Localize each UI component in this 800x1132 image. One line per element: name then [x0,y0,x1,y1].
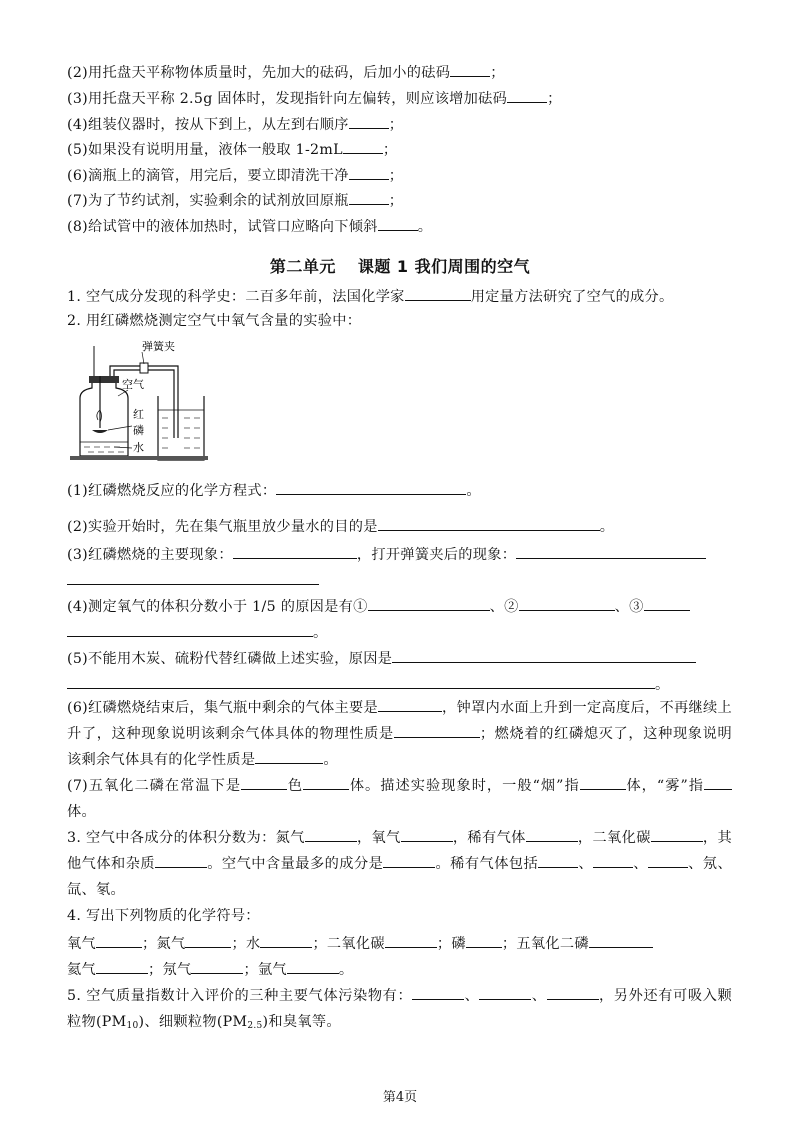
item-2: (2)用托盘天平称物体质量时，先加大的砝码，后加小的砝码 ； [67,61,730,83]
answer-blank[interactable] [241,774,287,790]
question-2-3: (3)红磷燃烧的主要现象： ，打开弹簧夹后的现象： [67,543,730,565]
answer-blank[interactable] [287,958,339,974]
answer-blank[interactable] [378,696,442,712]
answer-blank[interactable] [67,621,313,637]
answer-blank[interactable] [349,113,389,129]
label-red: 红 [133,408,144,421]
answer-blank[interactable] [368,595,490,611]
question-2-6: (6)红磷燃烧结束后，集气瓶中剩余的气体主要是 ，钟罩内水面上升到一定高度后，不再继续上升了，这种现象说明该剩余气体具体的物理性质是 ；燃烧着的红磷熄灭了，这种现象说明该剩余气体具有的化学性质是 。 [67,695,732,773]
question-5: 5. 空气质量指数计入评价的三种主要气体污染物有： 、 、 ，另外还有可吸入颗粒物$(PM_{10})$、细颗粒物$(PM_{2.5})$和臭氧等。 [67,983,732,1039]
answer-blank[interactable] [191,958,243,974]
answer-blank[interactable] [392,647,696,663]
answer-blank[interactable] [519,595,615,611]
answer-blank[interactable] [260,932,312,948]
item-4: (4)组装仪器时，按从下到上，从左到右顺序 ； [67,113,730,135]
question-3: 3. 空气中各成分的体积分数为：氮气 ，氧气 ，稀有气体 ，二氧化碳 ，其他气体和杂质 。空气中含量最多的成分是 。稀有气体包括 、 、 、氖、氙、氡。 [67,825,732,903]
question-2-5-continued: 。 [67,673,730,695]
answer-blank[interactable] [589,932,653,948]
answer-blank[interactable] [155,852,207,868]
section-title: 第二单元 课题 1 我们周围的空气 [269,257,531,276]
label-clamp: 弹簧夹 [142,340,175,353]
answer-blank[interactable] [349,189,389,205]
answer-blank[interactable] [516,543,706,559]
question-2-4: (4)测定氧气的体积分数小于 1/5 的原因是有① 、② 、③ [67,595,730,617]
answer-blank[interactable] [651,826,703,842]
answer-blank[interactable] [412,984,464,1000]
answer-blank[interactable] [67,569,319,585]
red-phosphorus-apparatus-diagram [70,338,210,468]
answer-blank[interactable] [255,748,323,764]
question-2-1: (1)红磷燃烧反应的化学方程式： 。 [67,479,730,501]
label-air: 空气 [122,378,144,391]
answer-blank[interactable] [378,215,418,231]
answer-blank[interactable] [185,932,231,948]
answer-blank[interactable] [349,164,389,180]
question-4: 4. 写出下列物质的化学符号： [67,908,260,924]
answer-blank[interactable] [96,958,148,974]
answer-blank[interactable] [538,852,578,868]
question-2-2: (2)实验开始时，先在集气瓶里放少量水的目的是 。 [67,515,730,537]
question-2-7: (7)五氧化二磷在常温下是 色 体。描述实验现象时，一般“烟”指 体，“雾”指体。 [67,773,732,825]
question-4-row-1: 氧气 ；氮气 ；水 ；二氧化碳 ；磷 ；五氧化二磷 [67,932,730,954]
question-2: 2. 用红磷燃烧测定空气中氧气含量的实验中： [67,313,362,329]
answer-blank[interactable] [383,852,435,868]
item-7: (7)为了节约试剂，实验剩余的试剂放回原瓶 ； [67,189,730,211]
label-water: 水 [133,441,144,454]
page-number: 第4页 [382,1090,418,1105]
answer-blank[interactable] [450,61,490,77]
answer-blank[interactable] [526,826,578,842]
answer-blank[interactable] [394,722,480,738]
item-6: (6)滴瓶上的滴管，用完后，要立即清洗干净 ； [67,164,730,186]
question-2-4-continued: 。 [67,621,730,643]
answer-blank[interactable] [479,984,531,1000]
answer-blank[interactable] [67,673,655,689]
item-5: (5)如果没有说明用量，液体一般取 1-2mL ； [67,138,730,160]
answer-blank[interactable] [401,826,453,842]
answer-blank[interactable] [405,285,471,301]
answer-blank[interactable] [303,774,349,790]
answer-blank[interactable] [96,932,142,948]
answer-blank[interactable] [305,826,357,842]
answer-blank[interactable] [507,87,547,103]
question-1: 1. 空气成分发现的科学史：二百多年前，法国化学家 用定量方法研究了空气的成分。 [67,285,730,307]
answer-blank[interactable] [233,543,357,559]
question-2-5: (5)不能用木炭、硫粉代替红磷做上述实验，原因是 [67,647,730,669]
answer-blank[interactable] [644,595,690,611]
label-phosphorus: 磷 [133,424,144,437]
question-2-3-continued [67,569,730,591]
answer-blank[interactable] [378,515,600,531]
answer-blank[interactable] [547,984,599,1000]
answer-blank[interactable] [648,852,688,868]
answer-blank[interactable] [343,138,383,154]
answer-blank[interactable] [593,852,633,868]
answer-blank[interactable] [385,932,437,948]
answer-blank[interactable] [704,774,732,790]
item-3: (3)用托盘天平称 2.5g 固体时，发现指针向左偏转，则应该增加砝码 ； [67,87,730,109]
answer-blank[interactable] [276,479,466,495]
answer-blank[interactable] [580,774,626,790]
answer-blank[interactable] [466,932,502,948]
question-4-row-2: 氦气 ；氖气 ；氩气 。 [67,958,730,980]
item-8: (8)给试管中的液体加热时，试管口应略向下倾斜 。 [67,215,730,237]
